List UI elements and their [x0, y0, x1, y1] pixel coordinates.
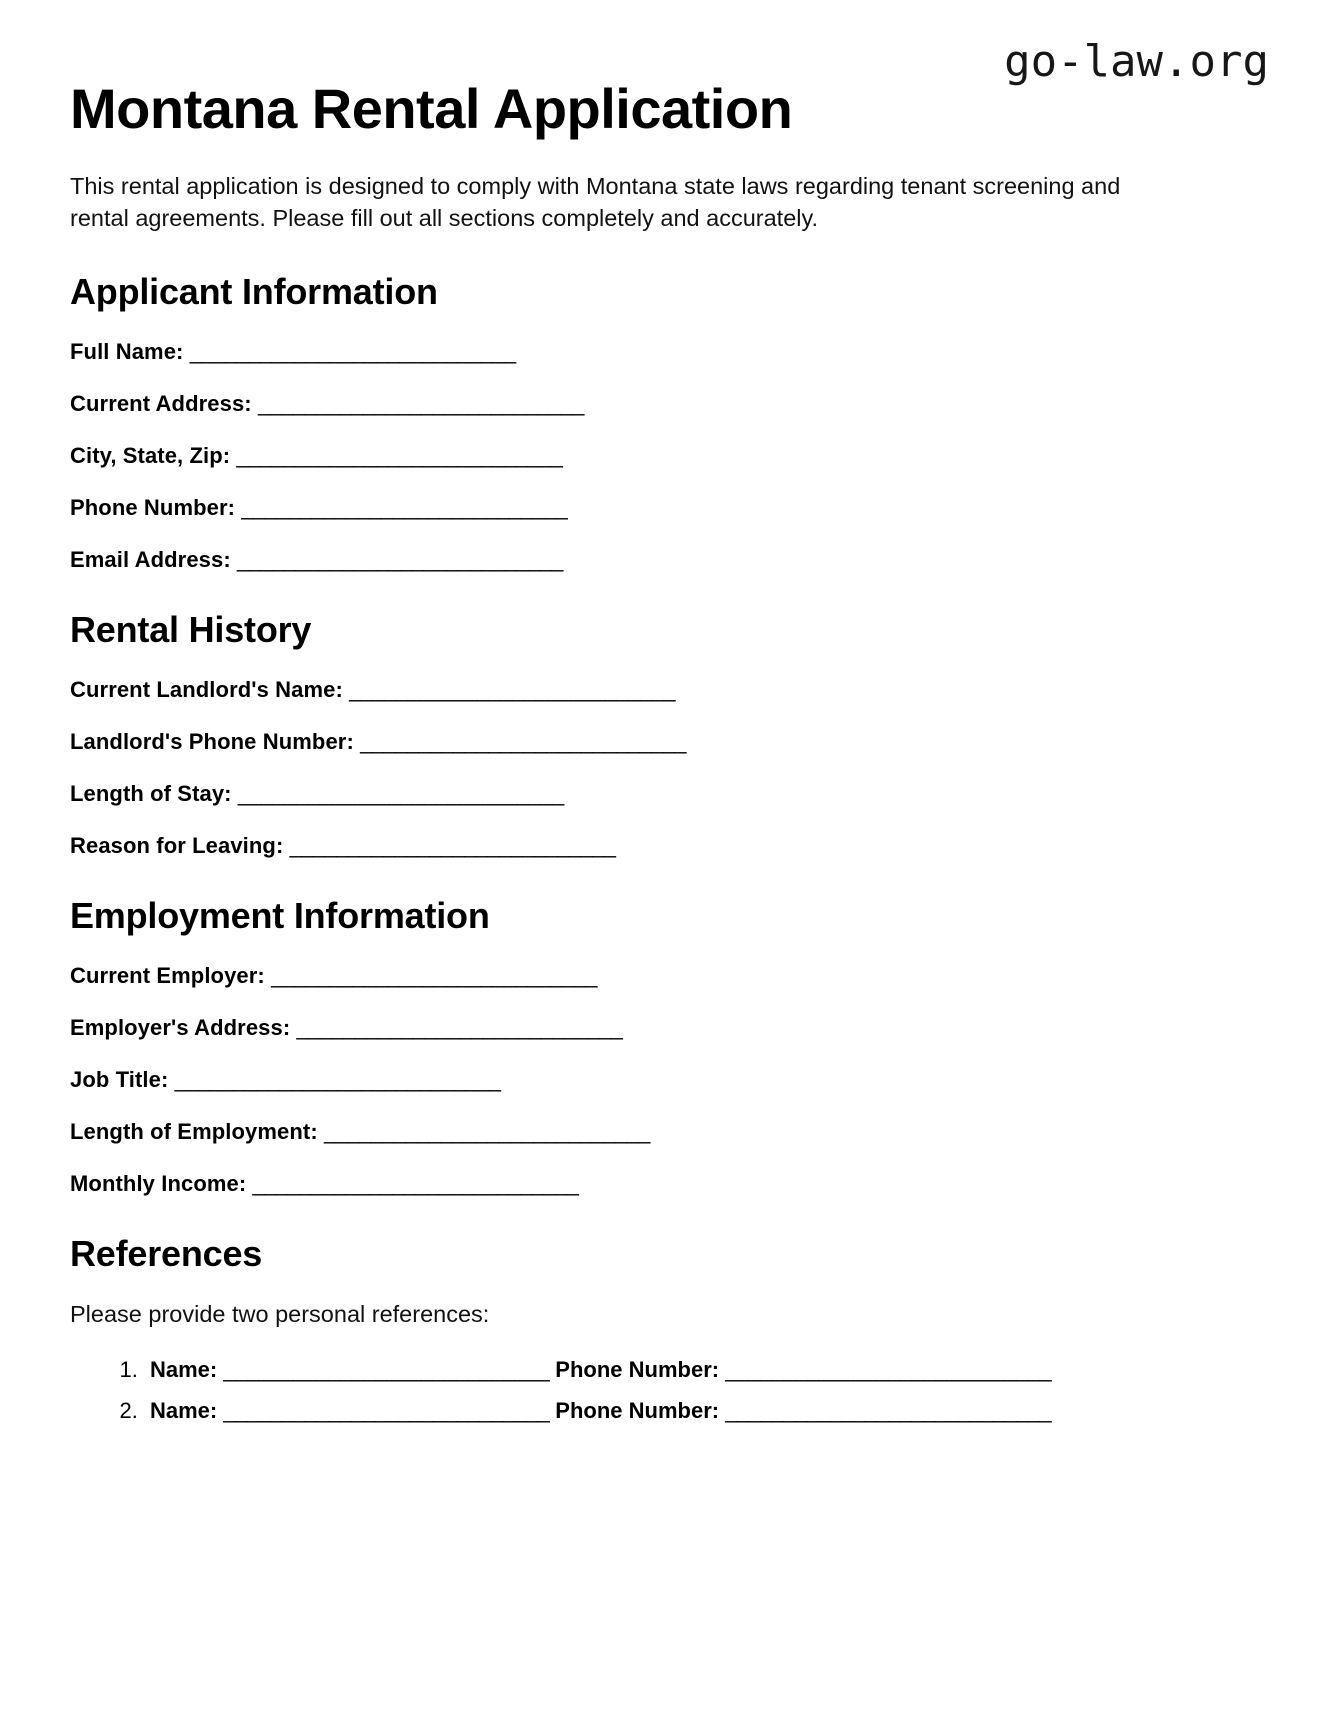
field-blank-length-of-employment[interactable]: ____________________________: [323, 1118, 650, 1144]
list-item: [144, 1352, 1261, 1388]
reference-2-phone-blank[interactable]: ____________________________: [725, 1398, 1052, 1424]
intro-paragraph: This rental application is designed to comply with Montana state laws regarding tenant screening and rental agreements. Please fill out all sections completely and accurately.: [70, 172, 1121, 231]
field-monthly-income: [70, 1171, 1261, 1197]
field-phone-number: [70, 495, 1261, 521]
field-employer-address: [70, 1015, 1261, 1041]
section-heading-employment-information: Employment Information: [70, 894, 490, 936]
reference-1-name-blank[interactable]: ____________________________: [223, 1356, 550, 1382]
reference-1-phone-blank[interactable]: ____________________________: [725, 1356, 1052, 1382]
references-note: Please provide two personal references:: [70, 1300, 490, 1327]
field-label-employer-address: Employer's Address:: [70, 1014, 291, 1040]
page-title: Montana Rental Application: [70, 77, 793, 140]
field-current-address: [70, 391, 1261, 417]
field-blank-employer-address[interactable]: ____________________________: [296, 1014, 623, 1040]
field-email-address: [70, 547, 1261, 573]
field-label-email-address: Email Address:: [70, 546, 231, 572]
field-label-current-employer: Current Employer:: [70, 962, 265, 988]
section-heading-applicant-information: Applicant Information: [70, 270, 438, 312]
field-blank-full-name[interactable]: ____________________________: [189, 338, 516, 364]
field-blank-job-title[interactable]: ____________________________: [174, 1066, 501, 1092]
site-logo: go-law.org: [1004, 36, 1269, 87]
section-heading-references: References: [70, 1232, 263, 1274]
field-current-landlord-name: [70, 677, 1261, 703]
field-length-of-employment: [70, 1119, 1261, 1145]
field-label-current-landlord-name: Current Landlord's Name:: [70, 676, 343, 702]
field-label-current-address: Current Address:: [70, 390, 252, 416]
reference-2-name-blank[interactable]: ____________________________: [223, 1398, 550, 1424]
field-label-landlord-phone-number: Landlord's Phone Number:: [70, 728, 354, 754]
references-list: [70, 1352, 1261, 1429]
field-label-phone-number: Phone Number:: [70, 494, 236, 520]
field-blank-current-landlord-name[interactable]: ____________________________: [349, 676, 675, 702]
section-heading-rental-history: Rental History: [70, 608, 312, 650]
field-label-job-title: Job Title:: [70, 1066, 169, 1092]
list-item: [144, 1393, 1261, 1429]
field-job-title: [70, 1067, 1261, 1093]
reference-2-name-label: Name:: [150, 1398, 218, 1424]
field-current-employer: [70, 963, 1261, 989]
field-length-of-stay: [70, 781, 1261, 807]
field-blank-email-address[interactable]: ____________________________: [236, 546, 563, 572]
field-reason-for-leaving: [70, 833, 1261, 859]
field-label-reason-for-leaving: Reason for Leaving:: [70, 832, 284, 858]
field-full-name: [70, 339, 1261, 365]
field-label-length-of-employment: Length of Employment:: [70, 1118, 318, 1144]
field-blank-current-employer[interactable]: ____________________________: [271, 962, 597, 988]
field-blank-monthly-income[interactable]: ____________________________: [252, 1170, 579, 1196]
field-label-length-of-stay: Length of Stay:: [70, 780, 232, 806]
field-blank-current-address[interactable]: ____________________________: [257, 390, 584, 416]
field-landlord-phone-number: [70, 729, 1261, 755]
reference-2-phone-label: Phone Number:: [555, 1398, 720, 1424]
reference-1-phone-label: Phone Number:: [555, 1356, 720, 1382]
field-blank-city-state-zip[interactable]: ____________________________: [236, 442, 563, 468]
field-label-city-state-zip: City, State, Zip:: [70, 442, 231, 468]
field-label-monthly-income: Monthly Income:: [70, 1170, 247, 1196]
field-blank-phone-number[interactable]: ____________________________: [241, 494, 568, 520]
field-blank-length-of-stay[interactable]: ____________________________: [237, 780, 564, 806]
field-city-state-zip: [70, 443, 1261, 469]
field-blank-landlord-phone-number[interactable]: ____________________________: [360, 728, 686, 754]
reference-1-name-label: Name:: [150, 1356, 218, 1382]
field-blank-reason-for-leaving[interactable]: ____________________________: [289, 832, 616, 858]
field-label-full-name: Full Name:: [70, 338, 184, 364]
